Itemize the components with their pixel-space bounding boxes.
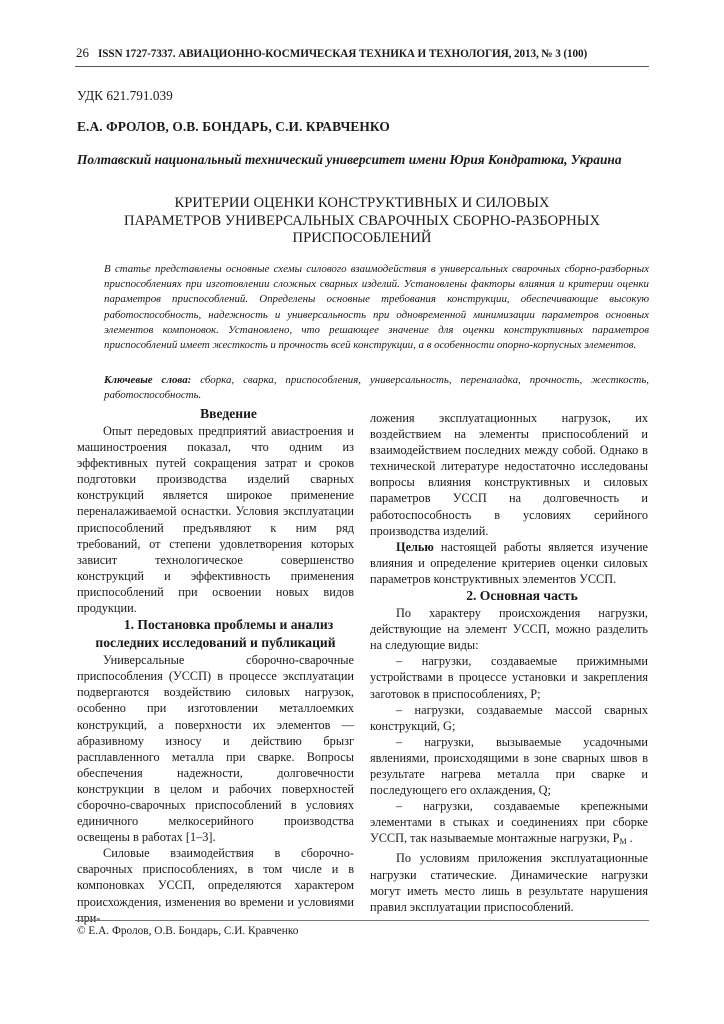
load-item-pm (370, 798, 648, 850)
title-line-2: ПАРАМЕТРОВ УНИВЕРСАЛЬНЫХ СВАРОЧНЫХ СБОРНО-РАЗБОРНЫХ (123, 212, 601, 229)
article-title (75, 195, 649, 248)
problem-paragraph-1: Универсальные сборочно-сварочные приспособления (УССП) в процессе эксплуатации подвергаются воздействию силовых нагрузок, особенно при изготовлении металлоемких конструкций, а поверхности их элементов — абразивному износу и действию брызг расплавленного металла при сварке. Вопросы обеспечения надежности, долговечности конструкции в целом и рабочих поверхностей сборочно-сварочных приспособлений в условиях единичного мелкосерийного производства освещены в работах [1–3]. (77, 653, 354, 845)
main-closing: По условиям приложения эксплуатационные нагрузки статические. Динамические нагрузки могут иметь место лишь в результате нарушения правил эксплуатации приспособлений. (370, 851, 648, 914)
title-line-1: КРИТЕРИИ ОЦЕНКИ КОНСТРУКТИВНЫХ И СИЛОВЫХ (174, 195, 550, 211)
right-column (370, 410, 648, 915)
affiliation: Полтавский национальный технический университет имени Юрия Кондратюка, Украина (77, 152, 622, 167)
problem-continuation: ложения эксплуатационных нагрузок, их воздействием на элементы приспособлений и взаимодействием последних между собой. Однако в технической литературе недостаточно исследованы вопросы влияния конструктивных и силовых параметров УССП на долговечность и работоспособность в условиях серийного производства изделий. (370, 411, 648, 538)
load-item-pm-text: – нагрузки, создаваемые крепежными элементами в стыках и соединениях при сборке УССП, так называемые монтажные нагрузки, (370, 799, 648, 846)
intro-paragraph: Опыт передовых предприятий авиастроения и машиностроения показал, что одним из эффективных путей сокращения затрат и сроков подготовки производства изделий сварных конструкций является широкое применение переналаживаемой оснастки. Условия эксплуатации приспособлений предъявляют к ним ряд требований, от степени удовлетворения которых зависит технологическое совершенство конструкций и эффективность применения приспособлений при освоении новых видов продукции. (77, 424, 354, 616)
section-heading-main: 2. Основная часть (466, 588, 578, 604)
section-heading-intro: Введение (200, 406, 257, 421)
keywords-label: Ключевые слова: (104, 374, 192, 386)
footer-rule (75, 920, 649, 921)
running-head (76, 45, 648, 61)
keywords (104, 373, 649, 403)
page-number: 26 (76, 45, 89, 60)
keywords-text: сборка, сварка, приспособления, универсальность, переналадка, прочность, жесткость, работоспособность. (104, 374, 650, 402)
pm-subscript: М (619, 837, 627, 847)
problem-paragraph-2: Силовые взаимодействия в сборочно-сварочных приспособлениях, в том числе и в компоновках УССП, определяются характером происхождения, изменения во времени и условиями при- (77, 846, 354, 925)
title-line-3: ПРИСПОСОБЛЕНИЙ (292, 230, 432, 246)
abstract: В статье представлены основные схемы силового взаимодействия в универсальных сварочных сборно-разборных приспособлениях при изготовлении сложных сварных изделий. Установлены факторы влияния и критерии оценки параметров приспособлений. Определены основные требования конструкции, обеспечивающие высокую работоспособность, надежность и универсальность при одновременной минимизации параметров основных элементов компоновок. Установлено, что решающее значение для оценки конструктивных параметров приспособлений имеет жесткость и прочность всей конструкции, а в особенности опорно-корпусных элементов. (104, 263, 649, 352)
goal-label: Целью (396, 539, 434, 554)
pm-symbol: P (612, 831, 620, 846)
load-item-p: – нагрузки, создаваемые прижимными устройствами в процессе установки и закрепления заготовок в приспособлениях, P; (370, 654, 648, 701)
left-column (77, 405, 354, 926)
copyright-notice: © Е.А. Фролов, О.В. Бондарь, С.И. Кравченко (77, 925, 299, 937)
goal-paragraph (370, 539, 648, 587)
udk-code: УДК 621.791.039 (77, 88, 173, 103)
pm-end: . (626, 831, 633, 846)
load-item-q: – нагрузки, вызываемые усадочными явлениями, происходящими в зоне сварных швов в результате нагрева металла при сварке и последующего его охлаждения, Q; (370, 734, 648, 798)
load-item-g: – нагрузки, создаваемые массой сварных конструкций, G; (370, 702, 648, 733)
main-intro: По характеру происхождения нагрузки, действующие на элемент УССП, можно разделить на следующие виды: (370, 606, 648, 653)
journal-title: ISSN 1727-7337. АВИАЦИОННО-КОСМИЧЕСКАЯ ТЕХНИКА И ТЕХНОЛОГИЯ, 2013, № 3 (100) (98, 48, 588, 60)
section-heading-problem: 1. Постановка проблемы и анализ последних исследований и публикаций (95, 617, 336, 651)
header-rule (75, 66, 649, 67)
authors: Е.А. ФРОЛОВ, О.В. БОНДАРЬ, С.И. КРАВЧЕНКО (77, 119, 390, 134)
goal-text: настоящей работы является изучение влияния и определение критериев оценки силовых параметров конструктивных элементов УССП. (370, 539, 648, 586)
